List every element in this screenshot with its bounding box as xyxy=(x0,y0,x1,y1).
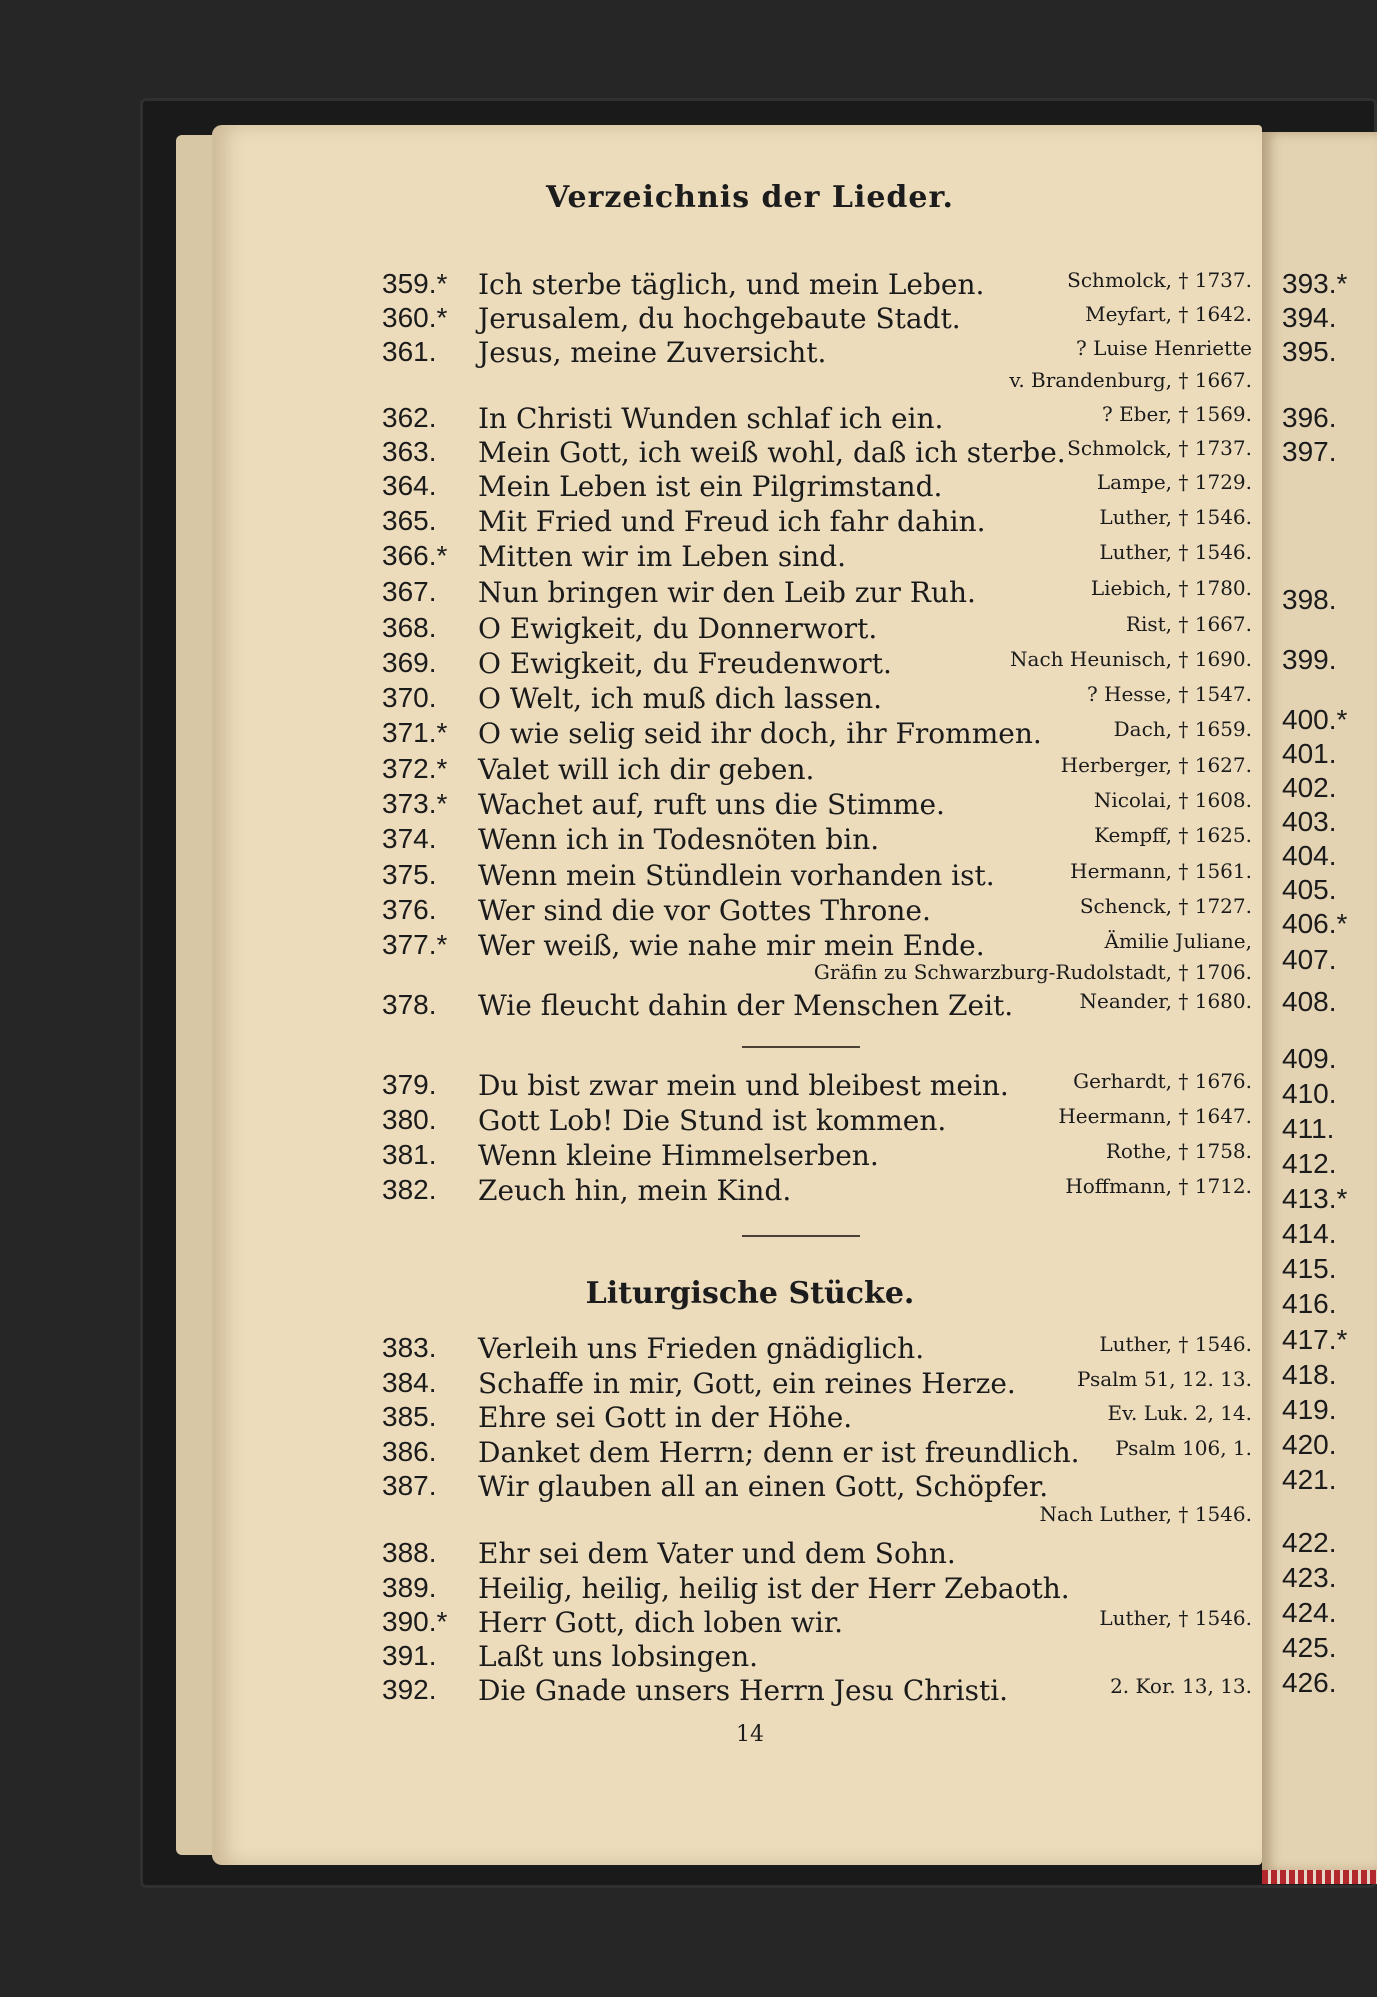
list-item xyxy=(382,1674,1252,1708)
list-item xyxy=(382,823,1252,857)
entry-title: Wenn kleine Himmelserben. xyxy=(478,1139,879,1172)
right-page-number: 401. xyxy=(1282,738,1337,769)
list-item xyxy=(382,268,1252,302)
entry-author-continued: v. Brandenburg, † 1667. xyxy=(1009,368,1252,392)
right-page-number: 420. xyxy=(1282,1429,1337,1460)
list-item xyxy=(382,612,1252,646)
entry-author: ? Hesse, † 1547. xyxy=(1086,682,1252,706)
right-page-number: 393.* xyxy=(1282,268,1348,299)
entry-number: 374. xyxy=(382,823,437,854)
entry-number: 378. xyxy=(382,989,437,1020)
entry-title: Mit Fried und Freud ich fahr dahin. xyxy=(478,505,986,538)
entry-title: Wachet auf, ruft uns die Stimme. xyxy=(478,788,945,821)
right-page-number: 395. xyxy=(1282,336,1337,367)
list-item xyxy=(382,788,1252,822)
entry-author: Schenck, † 1727. xyxy=(1079,894,1252,918)
right-page-number: 409. xyxy=(1282,1043,1337,1074)
entry-title: O wie selig seid ihr doch, ihr Frommen. xyxy=(478,717,1042,750)
entry-author-continued: Gräfin zu Schwarzburg-Rudolstadt, † 1706. xyxy=(813,960,1252,984)
list-item xyxy=(382,682,1252,716)
list-item xyxy=(382,576,1252,610)
entry-author: ? Eber, † 1569. xyxy=(1101,402,1252,426)
entry-author: ? Luise Henriette xyxy=(1076,336,1252,360)
entry-number: 367. xyxy=(382,576,437,607)
entry-title: Ich sterbe täglich, und mein Leben. xyxy=(478,268,985,301)
right-page-number: 419. xyxy=(1282,1394,1337,1425)
list-item xyxy=(382,1401,1252,1435)
entry-number: 386. xyxy=(382,1436,437,1467)
entry-title: Wenn mein Stündlein vorhanden ist. xyxy=(478,859,995,892)
section-title: Liturgische Stücke. xyxy=(585,1276,915,1311)
entry-author: Lampe, † 1729. xyxy=(1096,470,1252,494)
entry-title: Mitten wir im Leben sind. xyxy=(478,540,847,573)
entry-number: 360.* xyxy=(382,302,448,333)
entry-title: Verleih uns Frieden gnädiglich. xyxy=(478,1332,925,1365)
entry-number: 362. xyxy=(382,402,437,433)
right-page-number: 402. xyxy=(1282,772,1337,803)
list-item xyxy=(382,894,1252,928)
entry-number: 366.* xyxy=(382,540,448,571)
list-item xyxy=(382,302,1252,336)
entry-author: Gerhardt, † 1676. xyxy=(1073,1069,1252,1093)
entry-author: Ämilie Juliane, xyxy=(1104,929,1252,953)
entry-number: 371.* xyxy=(382,717,448,748)
right-page-number: 404. xyxy=(1282,840,1337,871)
entry-number: 365. xyxy=(382,505,437,536)
right-page-number: 403. xyxy=(1282,806,1337,837)
list-item xyxy=(382,540,1252,574)
entry-author: Schmolck, † 1737. xyxy=(1067,436,1252,460)
right-page-number: 396. xyxy=(1282,402,1337,433)
right-page-number: 424. xyxy=(1282,1597,1337,1628)
entry-title: Mein Leben ist ein Pilgrimstand. xyxy=(478,470,943,503)
entry-title: O Welt, ich muß dich lassen. xyxy=(478,682,883,715)
list-item xyxy=(382,1640,1252,1674)
right-page-number: 412. xyxy=(1282,1148,1337,1179)
list-item xyxy=(382,1572,1252,1606)
entry-title: Wir glauben all an einen Gott, Schöpfer. xyxy=(478,1470,1049,1503)
entry-number: 363. xyxy=(382,436,437,467)
entry-number: 379. xyxy=(382,1069,437,1100)
list-item xyxy=(382,505,1252,539)
entry-author: Hermann, † 1561. xyxy=(1070,859,1252,883)
entry-number: 359.* xyxy=(382,268,448,299)
entry-author: Liebich, † 1780. xyxy=(1090,576,1252,600)
entry-number: 377.* xyxy=(382,929,448,960)
list-item xyxy=(382,1104,1252,1138)
entry-title: Ehr sei dem Vater und dem Sohn. xyxy=(478,1537,956,1570)
entry-number: 388. xyxy=(382,1537,437,1568)
entry-title: Jerusalem, du hochgebaute Stadt. xyxy=(478,302,961,335)
right-page-number: 397. xyxy=(1282,436,1337,467)
entry-title: Jesus, meine Zuversicht. xyxy=(478,336,827,369)
list-item xyxy=(382,1436,1252,1470)
right-page-number: 398. xyxy=(1282,584,1337,615)
entry-number: 361. xyxy=(382,336,437,367)
list-item xyxy=(382,859,1252,893)
entry-title: Du bist zwar mein und bleibest mein. xyxy=(478,1069,1009,1102)
right-page-number: 405. xyxy=(1282,874,1337,905)
divider xyxy=(742,1235,860,1237)
entry-title: Wenn ich in Todesnöten bin. xyxy=(478,823,880,856)
divider xyxy=(742,1046,860,1048)
entry-title: O Ewigkeit, du Donnerwort. xyxy=(478,612,878,645)
entry-number: 368. xyxy=(382,612,437,643)
entry-author: Psalm 106, 1. xyxy=(1115,1436,1252,1460)
entry-title: Danket dem Herrn; denn er ist freundlich. xyxy=(478,1436,1080,1469)
entry-title: Wie fleucht dahin der Menschen Zeit. xyxy=(478,989,1014,1022)
list-item xyxy=(382,1069,1252,1103)
entry-number: 387. xyxy=(382,1470,437,1501)
entry-author: Luther, † 1546. xyxy=(1099,1606,1252,1630)
list-item-continuation xyxy=(382,368,1252,402)
right-page-number: 408. xyxy=(1282,986,1337,1017)
entry-author: Ev. Luk. 2, 14. xyxy=(1107,1401,1252,1425)
entry-author: Dach, † 1659. xyxy=(1113,717,1252,741)
entry-title: Wer sind die vor Gottes Throne. xyxy=(478,894,931,927)
entry-title: Wer weiß, wie nahe mir mein Ende. xyxy=(478,929,985,962)
entry-author: Psalm 51, 12. 13. xyxy=(1077,1367,1252,1391)
entry-author: Rist, † 1667. xyxy=(1125,612,1252,636)
page-header: Verzeichnis der Lieder. xyxy=(545,180,954,215)
entry-title: Die Gnade unsers Herrn Jesu Christi. xyxy=(478,1674,1009,1707)
list-item xyxy=(382,1332,1252,1366)
list-item xyxy=(382,1606,1252,1640)
entry-number: 382. xyxy=(382,1174,437,1205)
right-page-number: 423. xyxy=(1282,1562,1337,1593)
entry-number: 373.* xyxy=(382,788,448,819)
entry-author: Hoffmann, † 1712. xyxy=(1065,1174,1252,1198)
entry-author: Luther, † 1546. xyxy=(1099,540,1252,564)
entry-title: Zeuch hin, mein Kind. xyxy=(478,1174,792,1207)
right-page-number: 415. xyxy=(1282,1253,1337,1284)
list-item xyxy=(382,470,1252,504)
entry-number: 392. xyxy=(382,1674,437,1705)
entry-number: 369. xyxy=(382,647,437,678)
entry-number: 381. xyxy=(382,1139,437,1170)
entry-number: 385. xyxy=(382,1401,437,1432)
list-item xyxy=(382,1537,1252,1571)
right-page-number: 417.* xyxy=(1282,1324,1348,1355)
entry-title: Valet will ich dir geben. xyxy=(478,753,815,786)
entry-title: Nun bringen wir den Leib zur Ruh. xyxy=(478,576,976,609)
list-item xyxy=(382,929,1252,963)
entry-number: 370. xyxy=(382,682,437,713)
entry-number: 376. xyxy=(382,894,437,925)
right-page-number: 414. xyxy=(1282,1218,1337,1249)
right-page-number: 406.* xyxy=(1282,908,1348,939)
entry-number: 372.* xyxy=(382,753,448,784)
entry-author: Schmolck, † 1737. xyxy=(1067,268,1252,292)
entry-author: Neander, † 1680. xyxy=(1079,989,1252,1013)
entry-author: Nicolai, † 1608. xyxy=(1093,788,1252,812)
right-page-number: 413.* xyxy=(1282,1183,1348,1214)
list-item xyxy=(382,336,1252,370)
entry-number: 383. xyxy=(382,1332,437,1363)
right-page-number: 394. xyxy=(1282,302,1337,333)
right-page-number: 399. xyxy=(1282,644,1337,675)
right-page-number: 421. xyxy=(1282,1464,1337,1495)
entry-author: Meyfart, † 1642. xyxy=(1085,302,1252,326)
list-item xyxy=(382,717,1252,751)
entry-author: 2. Kor. 13, 13. xyxy=(1110,1674,1252,1698)
right-page-number: 426. xyxy=(1282,1667,1337,1698)
list-item xyxy=(382,436,1252,470)
list-item xyxy=(382,1470,1252,1504)
entry-title: Schaffe in mir, Gott, ein reines Herze. xyxy=(478,1367,1016,1400)
entry-author: Kempff, † 1625. xyxy=(1094,823,1252,847)
entry-title: Ehre sei Gott in der Höhe. xyxy=(478,1401,853,1434)
entry-author: Luther, † 1546. xyxy=(1099,505,1252,529)
right-page-number: 425. xyxy=(1282,1632,1337,1663)
list-item xyxy=(382,402,1252,436)
entry-number: 389. xyxy=(382,1572,437,1603)
right-page-number: 407. xyxy=(1282,944,1337,975)
entry-author: Luther, † 1546. xyxy=(1099,1332,1252,1356)
entry-number: 390.* xyxy=(382,1606,448,1637)
page-number: 14 xyxy=(736,1722,764,1747)
entry-number: 375. xyxy=(382,859,437,890)
entry-title: Mein Gott, ich weiß wohl, daß ich sterbe. xyxy=(478,436,1066,469)
right-page-number: 411. xyxy=(1282,1113,1335,1144)
entry-title: Gott Lob! Die Stund ist kommen. xyxy=(478,1104,947,1137)
list-item xyxy=(382,1174,1252,1208)
entry-title: In Christi Wunden schlaf ich ein. xyxy=(478,402,944,435)
right-page-number: 416. xyxy=(1282,1288,1337,1319)
list-item xyxy=(382,989,1252,1023)
entry-author: Rothe, † 1758. xyxy=(1105,1139,1252,1163)
bookmark-ribbon xyxy=(1262,1870,1377,1884)
entry-number: 391. xyxy=(382,1640,437,1671)
entry-number: 384. xyxy=(382,1367,437,1398)
entry-title: Herr Gott, dich loben wir. xyxy=(478,1606,844,1639)
list-item-continuation xyxy=(382,1502,1252,1536)
entry-author: Heermann, † 1647. xyxy=(1058,1104,1252,1128)
entry-number: 364. xyxy=(382,470,437,501)
entry-author: Herberger, † 1627. xyxy=(1060,753,1252,777)
list-item xyxy=(382,753,1252,787)
list-item xyxy=(382,1139,1252,1173)
right-page-number: 422. xyxy=(1282,1527,1337,1558)
right-page-number: 418. xyxy=(1282,1359,1337,1390)
list-item xyxy=(382,647,1252,681)
right-page-number: 400.* xyxy=(1282,704,1348,735)
list-item xyxy=(382,1367,1252,1401)
entry-title: Laßt uns lobsingen. xyxy=(478,1640,758,1673)
entry-author-continued: Nach Luther, † 1546. xyxy=(1039,1502,1252,1526)
entry-author: Nach Heunisch, † 1690. xyxy=(1010,647,1252,671)
entry-title: Heilig, heilig, heilig ist der Herr Zebaoth. xyxy=(478,1572,1070,1605)
right-page-number: 410. xyxy=(1282,1078,1337,1109)
entry-title: O Ewigkeit, du Freudenwort. xyxy=(478,647,892,680)
entry-number: 380. xyxy=(382,1104,437,1135)
